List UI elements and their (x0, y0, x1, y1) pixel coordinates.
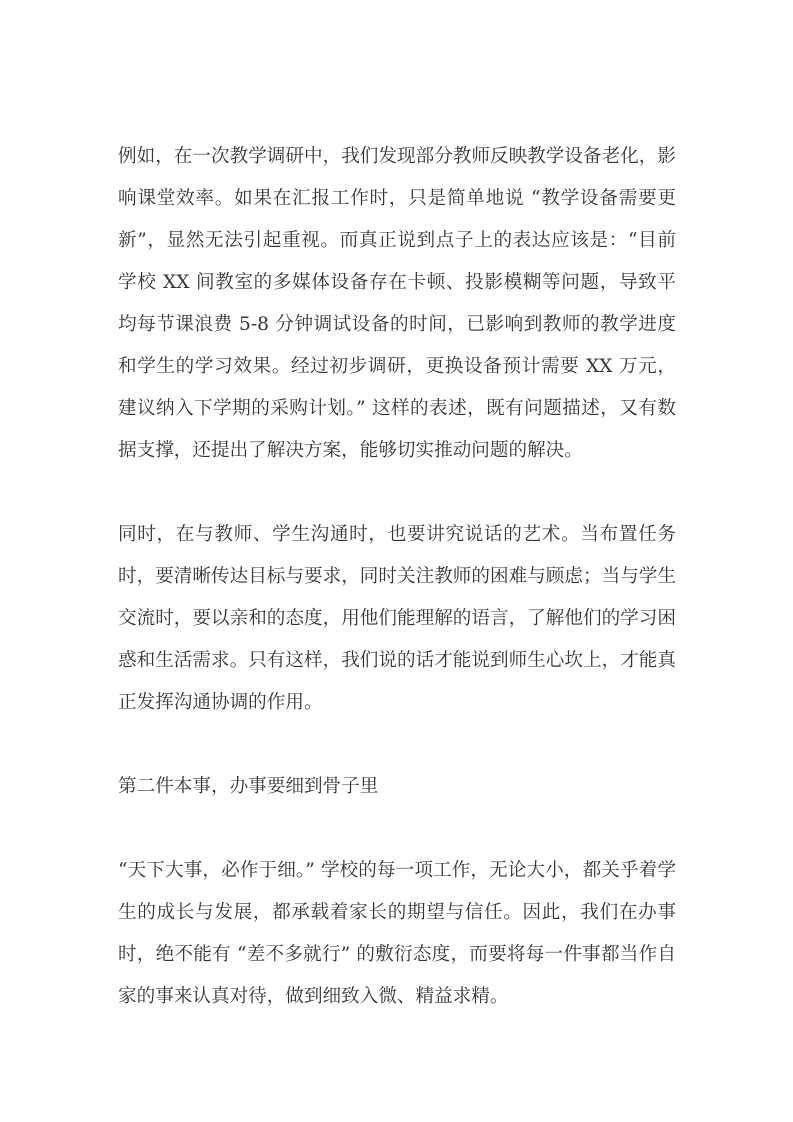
paragraph-example-report: 例如，在一次教学调研中，我们发现部分教师反映教学设备老化，影响课堂效率。如果在汇报工作时，只是简单地说 “教学设备需要更新”，显然无法引起重视。而真正说到点子上的表达应该是：“目前学校 XX 间教室的多媒体设备存在卡顿、投影模糊等问题，导致平均每节课浪费 5-8 分钟调试设备的时间，已影响到教师的教学进度和学生的学习效果。经过初步调研，更换设备预计需要 XX 万元，建议纳入下学期的采购计划。” 这样的表述，既有问题描述，又有数据支撑，还提出了解决方案，能够切实推动问题的解决。 (118, 146, 676, 461)
section-heading-second-skill: 第二件本事，办事要细到骨子里 (118, 776, 379, 797)
paragraph-communication: 同时，在与教师、学生沟通时，也要讲究说话的艺术。当布置任务时，要清晰传达目标与要求，同时关注教师的困难与顾虑；当与学生交流时，要以亲和的态度，用他们能理解的语言，了解他们的学习困惑和生活需求。只有这样，我们说的话才能说到师生心坎上，才能真正发挥沟通协调的作用。 (118, 524, 676, 713)
paragraph-attention-to-detail: “天下大事，必作于细。” 学校的每一项工作，无论大小，都关乎着学生的成长与发展，都承载着家长的期望与信任。因此，我们在办事时，绝不能有 “差不多就行” 的敷衍态度，而要将每一件事都当作自家的事来认真对待，做到细致入微、精益求精。 (118, 860, 676, 1007)
document-text-block (118, 136, 676, 1018)
